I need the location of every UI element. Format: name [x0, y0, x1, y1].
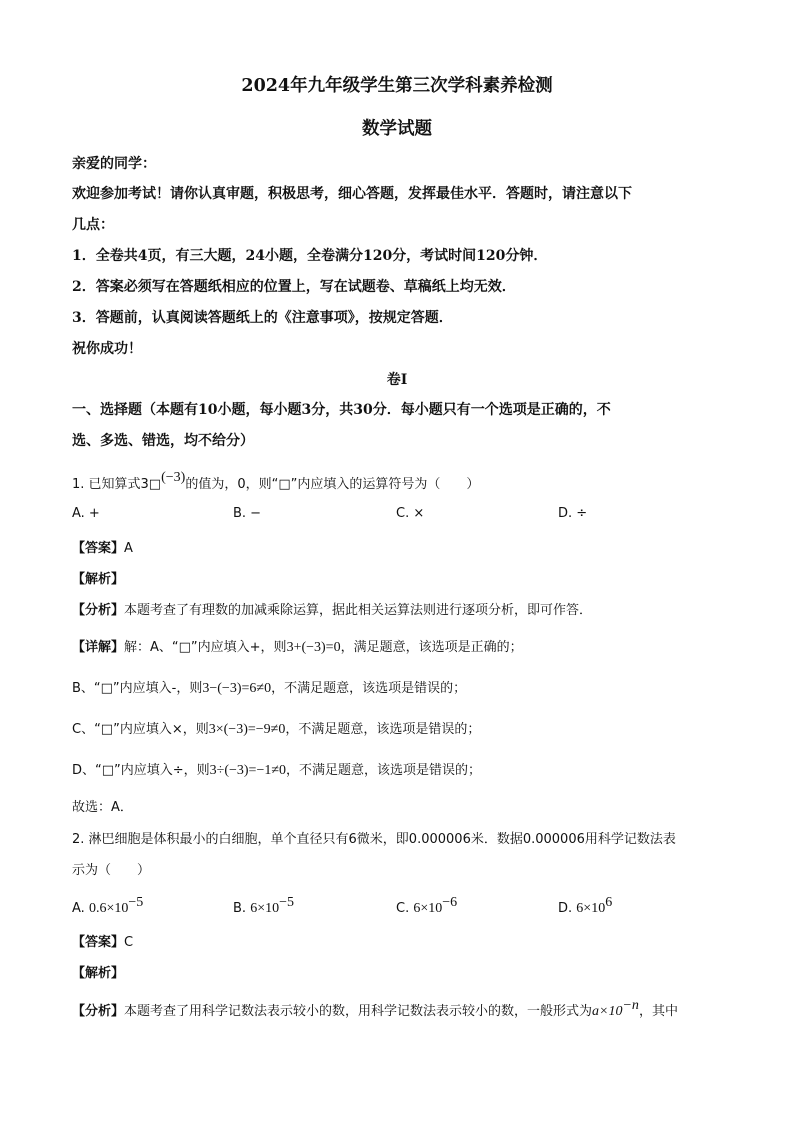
q1-option-c: C. × [396, 506, 425, 521]
q2-option-d-exp: 6 [605, 895, 613, 910]
fenxi-tag: 【分析】 [72, 603, 125, 618]
q2-stem-line-2: 示为（ ） [72, 863, 151, 878]
welcome-line-2: 几点： [72, 217, 114, 233]
q1-stem-pre: 1. 已知算式3□ [72, 477, 162, 492]
q1-case-b-post: ，不满足题意，该选项是错误的； [271, 681, 467, 696]
q1-option-b: B. − [233, 506, 262, 521]
fenxi-tag: 【分析】 [72, 1004, 125, 1019]
q2-fenxi [72, 998, 678, 1020]
q1-stem-math: (−3) [161, 470, 186, 485]
q1-case-b-math: 3−(−3)=6≠0 [202, 681, 272, 696]
q2-fenxi-math-exp: −n [622, 998, 639, 1013]
greeting: 亲爱的同学： [72, 156, 156, 172]
q1-fenxi-text: 本题考查了有理数的加减乘除运算，据此相关运算法则进行逐项分析，即可作答． [124, 603, 593, 618]
q1-case-d-post: ，不满足题意，该选项是错误的； [286, 763, 482, 778]
q1-stem [72, 470, 480, 493]
q2-answer [72, 931, 133, 950]
q2-option-d-base: 6×10 [576, 901, 606, 916]
q2-option-b-base: 6×10 [250, 901, 280, 916]
q1-case-b-pre: B、“□”内应填入-，则 [72, 681, 203, 696]
q1-stem-post: 的值为，0，则“□”内应填入的运算符号为（ ） [185, 477, 480, 492]
q1-case-c-post: ，不满足题意，该选项是错误的； [285, 722, 481, 737]
q2-option-a-label: A. [72, 901, 85, 916]
q2-fenxi-pre: 本题考查了用科学记数法表示较小的数，用科学记数法表示较小的数，一般形式为 [124, 1004, 593, 1019]
q1-xiangjie-math: 3+(−3)=0 [286, 640, 341, 655]
note-2: 2．答案必须写在答题纸相应的位置上，写在试题卷、草稿纸上均无效． [72, 279, 516, 295]
q1-analysis-tag: 【解析】 [72, 572, 125, 587]
q2-option-d [558, 895, 612, 917]
q1-option-a: A. + [72, 506, 100, 521]
q1-answer-value: A [124, 541, 133, 556]
q1-xiangjie-post: ，满足题意，该选项是正确的； [340, 640, 523, 655]
q2-option-b-label: B. [233, 901, 247, 916]
q1-case-c-math: 3×(−3)=−9≠0 [208, 722, 286, 737]
page-subtitle: 数学试题 [362, 119, 432, 139]
q1-case-d [72, 759, 481, 779]
q2-option-b [233, 895, 294, 917]
q1-case-c [72, 718, 480, 738]
answer-tag: 【答案】 [72, 541, 125, 556]
q1-option-d: D. ÷ [558, 506, 588, 521]
q2-option-a-exp: −5 [128, 895, 144, 910]
wish: 祝你成功！ [72, 341, 142, 357]
q1-xiangjie [72, 636, 523, 656]
q1-xiangjie-pre: 解：A、“□”内应填入+，则 [124, 640, 287, 655]
q2-option-a-base: 0.6×10 [88, 901, 129, 916]
q1-fenxi [72, 599, 592, 618]
volume-label: 卷Ⅰ [386, 372, 408, 388]
q2-option-c-exp: −6 [442, 895, 458, 910]
q1-conclusion: 故选：A． [72, 800, 133, 815]
q2-option-c [396, 895, 457, 917]
q2-answer-value: C [124, 935, 134, 950]
q1-case-d-math: 3÷(−3)=−1≠0 [209, 763, 287, 778]
section1-heading-line-1: 一、选择题（本题有10小题，每小题3分，共30分．每小题只有一个选项是正确的，不 [72, 402, 611, 418]
xiangjie-tag: 【详解】 [72, 640, 125, 655]
q2-option-a [72, 895, 143, 917]
q2-fenxi-math-base: a×10 [592, 1004, 623, 1019]
q2-option-d-label: D. [558, 901, 573, 916]
q2-analysis-tag: 【解析】 [72, 966, 125, 981]
q1-case-d-pre: D、“□”内应填入÷，则 [72, 763, 210, 778]
q1-case-b [72, 677, 466, 697]
page-title: 2024年九年级学生第三次学科素养检测 [241, 76, 553, 96]
section1-heading-line-2: 选、多选、错选，均不给分） [72, 433, 254, 449]
q2-fenxi-post: ，其中 [638, 1004, 678, 1019]
q1-answer [72, 537, 133, 556]
answer-tag: 【答案】 [72, 935, 125, 950]
q2-option-b-exp: −5 [279, 895, 295, 910]
note-1: 1．全卷共4页，有三大题，24小题，全卷满分120分，考试时间120分钟． [72, 248, 548, 264]
q2-option-c-base: 6×10 [413, 901, 443, 916]
welcome-line-1: 欢迎参加考试！请你认真审题，积极思考，细心答题，发挥最佳水平．答题时，请注意以下 [72, 186, 632, 202]
q1-case-c-pre: C、“□”内应填入×，则 [72, 722, 209, 737]
note-3: 3．答题前，认真阅读答题纸上的《注意事项》，按规定答题． [72, 310, 453, 326]
q2-option-c-label: C. [396, 901, 410, 916]
q2-stem-line-1: 2. 淋巴细胞是体积最小的白细胞，单个直径只有6微米，即0.000006米．数据0.000006用科学记数法表 [72, 832, 676, 847]
